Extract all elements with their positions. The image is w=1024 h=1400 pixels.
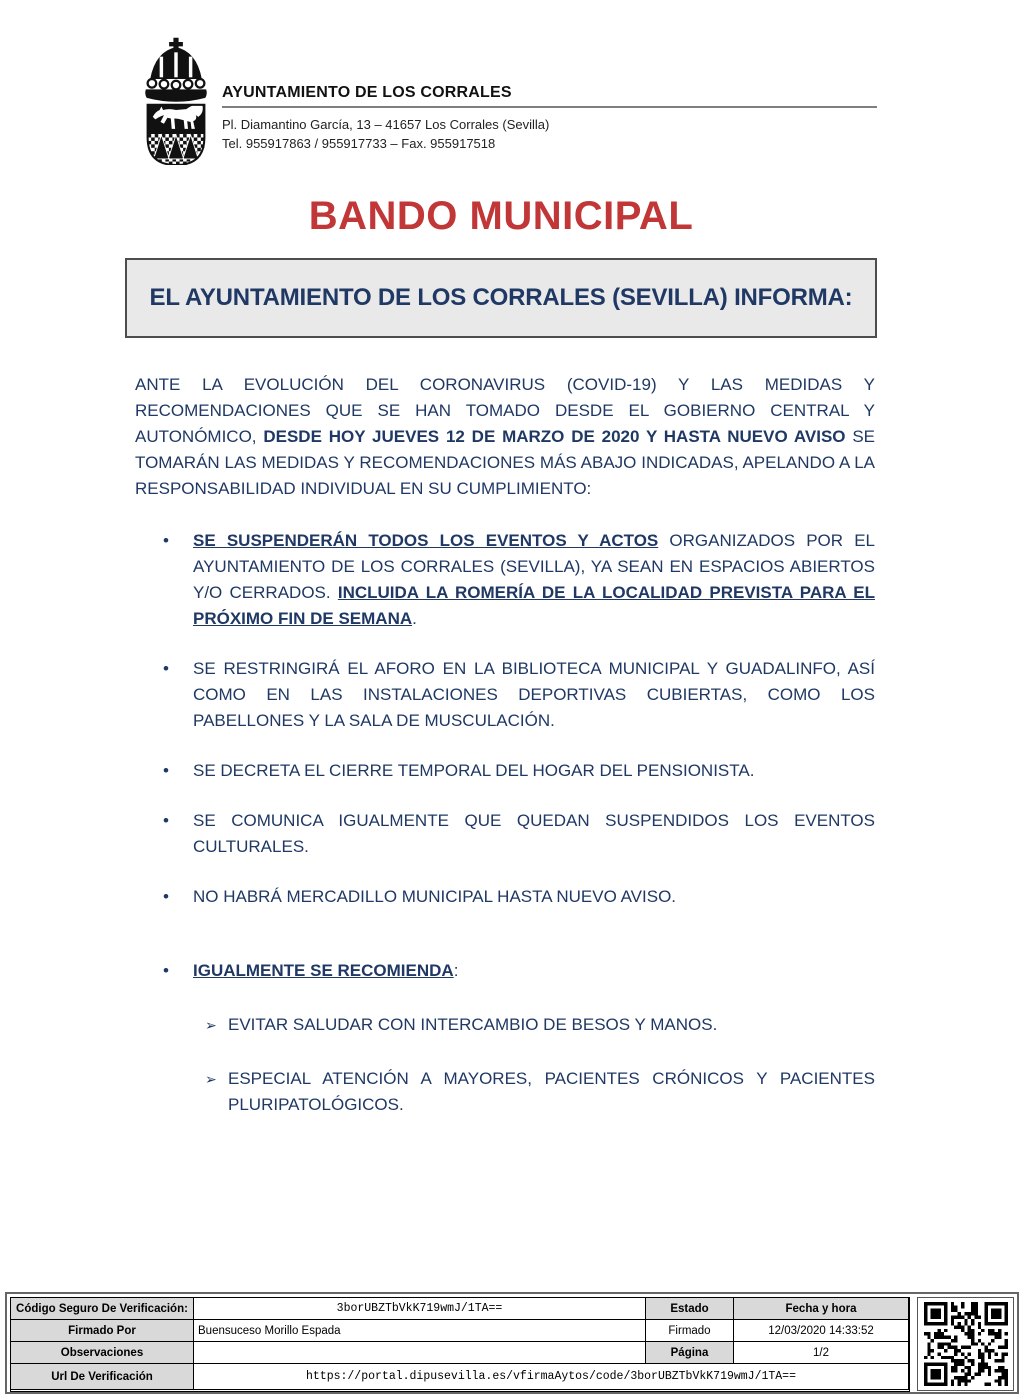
bullet-icon: • (163, 531, 169, 550)
estado-value: Firmado (646, 1320, 734, 1342)
coat-of-arms-logo (133, 36, 219, 166)
list-item: • SE SUSPENDERÁN TODOS LOS EVENTOS Y ACTOS ORGANIZADOS POR EL AYUNTAMIENTO DE LOS CORRALES (SEVILLA), YA SEAN EN ESPACIOS ABIERTOS Y/O CERRADOS. INCLUIDA LA ROMERÍA DE LA LOCALIDAD PREVISTA PARA EL PRÓXIMO FIN DE SEMANA. (135, 528, 875, 632)
qr-code (917, 1297, 1014, 1391)
verification-footer (5, 1292, 1019, 1394)
footer-spacer (910, 1297, 917, 1389)
org-name: AYUNTAMIENTO DE LOS CORRALES (222, 84, 512, 101)
intro-paragraph: ANTE LA EVOLUCIÓN DEL CORONAVIRUS (COVID-19) Y LAS MEDIDAS Y RECOMENDACIONES QUE SE HAN TOMADO DESDE EL GOBIERNO CENTRAL Y AUTONÓMICO, DESDE HOY JUEVES 12 DE MARZO DE 2020 Y HASTA NUEVO AVISO SE TOMARÁN LAS MEDIDAS Y RECOMENDACIONES MÁS ABAJO INDICADAS, APELANDO A LA RESPONSABILIDAD INDIVIDUAL EN SU CUMPLIMIENTO: (135, 375, 876, 498)
arrow-bullet-icon: ➢ (205, 1071, 217, 1087)
csv-label: Código Seguro De Verificación: (11, 1298, 194, 1320)
bullet-icon: • (163, 761, 169, 780)
list-item: • IGUALMENTE SE RECOMIENDA: ➢ EVITAR SALUDAR CON INTERCAMBIO DE BESOS Y MANOS. ➢ ESPECIAL ATENCIÓN A MAYORES, PACIENTES CRÓNICOS Y PACIENTES PLURIPATOLÓGICOS. (135, 958, 875, 1118)
page-title: BANDO MUNICIPAL (308, 194, 694, 238)
estado-label: Estado (646, 1298, 734, 1320)
observaciones-value (194, 1342, 646, 1364)
informa-heading: EL AYUNTAMIENTO DE LOS CORRALES (SEVILLA) INFORMA: (149, 284, 853, 311)
org-address: Pl. Diamantino García, 13 – 41657 Los Corrales (Sevilla) (222, 117, 550, 132)
url-label: Url De Verificación (11, 1364, 194, 1390)
pagina-label: Página (646, 1342, 734, 1364)
sub-list-item: ➢ EVITAR SALUDAR CON INTERCAMBIO DE BESOS Y MANOS. (193, 1012, 875, 1038)
org-phone: Tel. 955917863 / 955917733 – Fax. 955917518 (222, 136, 496, 151)
sub-list-item: ➢ ESPECIAL ATENCIÓN A MAYORES, PACIENTES CRÓNICOS Y PACIENTES PLURIPATOLÓGICOS. (193, 1066, 875, 1118)
measures-list (135, 528, 875, 1118)
header-divider (222, 106, 877, 108)
fecha-value: 12/03/2020 14:33:52 (734, 1320, 909, 1342)
csv-value: 3borUBZTbVkK719wmJ/1TA== (194, 1298, 646, 1320)
observaciones-label: Observaciones (11, 1342, 194, 1364)
bullet-icon: • (163, 961, 169, 980)
firmado-por-value: Buensuceso Morillo Espada (194, 1320, 646, 1342)
list-item: • SE COMUNICA IGUALMENTE QUE QUEDAN SUSPENDIDOS LOS EVENTOS CULTURALES. (135, 808, 875, 860)
header-text (222, 84, 877, 153)
verification-table (10, 1297, 910, 1392)
firmado-por-label: Firmado Por (11, 1320, 194, 1342)
list-item: • SE RESTRINGIRÁ EL AFORO EN LA BIBLIOTECA MUNICIPAL Y GUADALINFO, ASÍ COMO EN LAS INSTALACIONES DEPORTIVAS CUBIERTAS, COMO LOS PABELLONES Y LA SALA DE MUSCULACIÓN. (135, 656, 875, 734)
bullet-icon: • (163, 659, 169, 678)
bullet-icon: • (163, 811, 169, 830)
list-item: • NO HABRÁ MERCADILLO MUNICIPAL HASTA NUEVO AVISO. (135, 884, 875, 910)
pagina-value: 1/2 (734, 1342, 909, 1364)
fecha-label: Fecha y hora (734, 1298, 909, 1320)
informa-box (125, 258, 877, 338)
arrow-bullet-icon: ➢ (205, 1017, 217, 1033)
list-item: • SE DECRETA EL CIERRE TEMPORAL DEL HOGAR DEL PENSIONISTA. (135, 758, 875, 784)
url-value: https://portal.dipusevilla.es/vfirmaAytos/code/3borUBZTbVkK719wmJ/1TA== (194, 1364, 909, 1390)
bullet-icon: • (163, 887, 169, 906)
document-body (135, 372, 875, 1146)
